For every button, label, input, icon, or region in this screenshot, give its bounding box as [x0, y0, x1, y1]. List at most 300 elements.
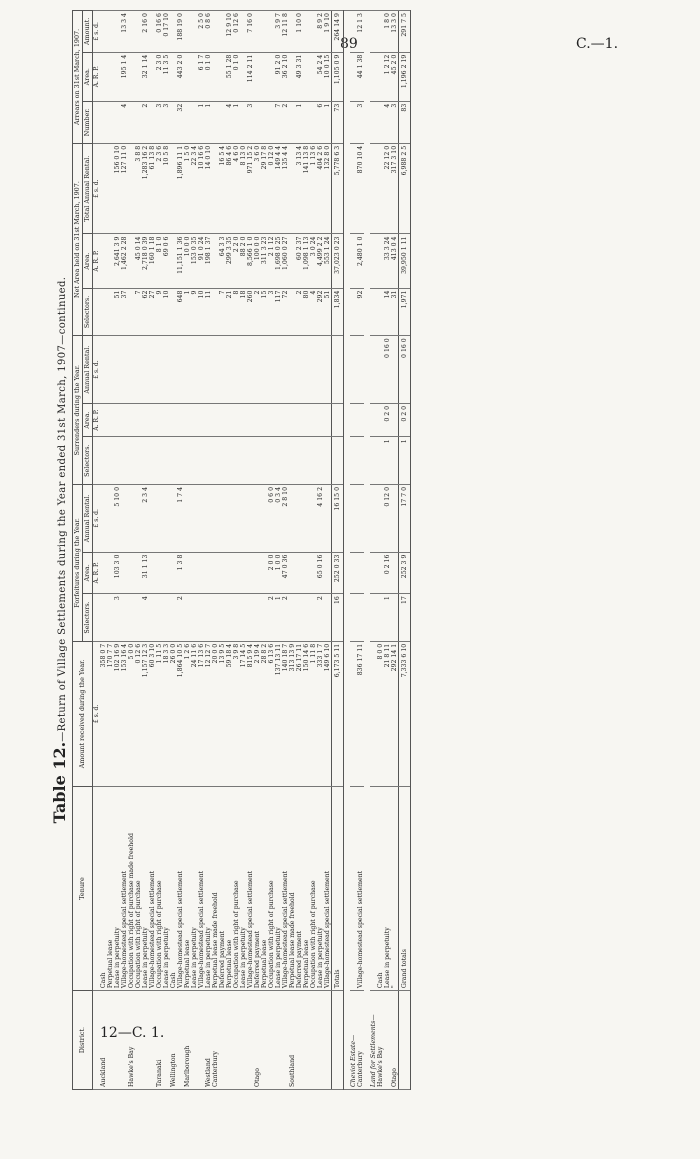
table-row	[247, 11, 254, 1090]
cell-ar-area	[219, 52, 226, 101]
cell-su-area	[310, 403, 317, 436]
cell-n-area	[100, 234, 107, 288]
cell-ff-area: 1 3 8	[177, 552, 184, 594]
cell-tenure: Village-homestead special settlement	[121, 786, 128, 990]
cell-amt: 170 7 7	[107, 641, 114, 786]
cell-ar-area	[268, 52, 275, 101]
cell-n-area: 39,950 1 11	[399, 234, 411, 288]
cell-ff-rent	[107, 484, 114, 552]
cell-su-sel: 1	[384, 437, 391, 485]
cell-	[357, 403, 364, 436]
cell-ar-area: 2 3 0	[156, 52, 163, 101]
cell-	[350, 437, 357, 485]
cell-su-rent	[247, 336, 254, 404]
cell-n-rent: 1 13 6	[310, 143, 317, 234]
cell-	[370, 552, 377, 594]
cell-ar-num	[310, 101, 317, 143]
cell-district: Hawke's Bay	[377, 991, 384, 1090]
cell-ff-sel	[296, 594, 303, 642]
cell-n-sel: 18	[240, 288, 247, 336]
cell-ff-rent	[205, 484, 212, 552]
cell-ff-rent	[303, 484, 310, 552]
cell-su-sel	[332, 437, 344, 485]
table-row	[156, 11, 163, 1090]
cell-su-sel	[296, 437, 303, 485]
cell-ff-rent	[163, 484, 170, 552]
table-row	[275, 11, 282, 1090]
cell-tenure: Village-homestead special settlement	[324, 786, 332, 990]
cell-ar-num: 7	[275, 101, 282, 143]
cell-ar-area	[254, 52, 261, 101]
table-row	[226, 11, 233, 1090]
cell-n-sel: 648	[177, 288, 184, 336]
cell-n-area: 553 1 24	[324, 234, 332, 288]
cell-su-sel	[177, 437, 184, 485]
cell-ff-area: 0 2 16	[384, 552, 391, 594]
cell-amt: 7,333 6 10	[399, 641, 411, 786]
cell-ff-area	[128, 552, 135, 594]
cell-tenure: Occupation with right of purchase	[233, 786, 240, 990]
cell-tenure: Cash	[170, 786, 177, 990]
cell-amt: 6,173 5 11	[332, 641, 344, 786]
cell-n-rent: 22 3 4	[191, 143, 198, 234]
cell-ar-amt: 0 12 6	[233, 11, 240, 53]
page-code: C.—1.	[576, 36, 619, 52]
cell-su-rent	[128, 336, 135, 404]
cell-tenure: Village-homestead special settlement	[177, 786, 184, 990]
cell-tenure: Lease in perpetuity	[163, 786, 170, 990]
cell-ar-area: 114 2 11	[247, 52, 254, 101]
cell-ar-area	[289, 52, 296, 101]
cell-n-area: 10 0 0	[184, 234, 191, 288]
cell-n-sel: 31	[391, 288, 399, 336]
cell-ff-sel	[247, 594, 254, 642]
cell-ar-amt: 12 11 8	[282, 11, 289, 53]
cell-	[357, 336, 364, 404]
cell-	[350, 11, 357, 53]
cell-n-rent: 16 5 4	[219, 143, 226, 234]
cell-ff-area	[226, 552, 233, 594]
cell-n-rent: 14 0 10	[205, 143, 212, 234]
cell-ar-area: 91 2 0	[275, 52, 282, 101]
cell-ff-sel	[107, 594, 114, 642]
cell-su-rent	[177, 336, 184, 404]
cell-n-sel: 7	[219, 288, 226, 336]
cell-amt: 1,864 10 5	[177, 641, 184, 786]
cell-amt: 8 0 0	[377, 641, 384, 786]
cell-ff-rent	[191, 484, 198, 552]
totals-row	[332, 11, 344, 1090]
cell-ar-num: 32	[177, 101, 184, 143]
cell-tenure: Deferred payment	[219, 786, 226, 990]
table-row	[212, 11, 219, 1090]
cell-su-sel	[233, 437, 240, 485]
cell-n-rent: 6,988 2 5	[399, 143, 411, 234]
table-row	[170, 11, 177, 1090]
cell-district	[163, 991, 170, 1090]
cell-district	[324, 991, 332, 1090]
cell-su-area	[391, 403, 399, 436]
cell-	[370, 641, 377, 786]
cell-ff-area	[149, 552, 156, 594]
lfs-row	[377, 11, 384, 1090]
cell-amt: 12 12 7	[205, 641, 212, 786]
cell-n-sel: 9	[191, 288, 198, 336]
cell-ff-rent: 0 6 0	[268, 484, 275, 552]
cell-tenure: Perpetual lease	[261, 786, 268, 990]
cell-tenure: Perpetual lease	[184, 786, 191, 990]
cell-ar-amt: 1 10 0	[296, 11, 303, 53]
cell-su-area	[240, 403, 247, 436]
cell-	[370, 288, 377, 336]
cell-n-sel: 10	[163, 288, 170, 336]
cell-ff-sel	[191, 594, 198, 642]
unit-area: A. R. P.	[93, 52, 101, 101]
col-net-area: Net Area held on 31st March, 1907.	[73, 143, 83, 335]
cell-ar-area	[310, 52, 317, 101]
cell-su-rent	[254, 336, 261, 404]
cell-n-sel: 4	[310, 288, 317, 336]
table-row	[296, 11, 303, 1090]
cell-ff-sel	[324, 594, 332, 642]
cell-n-rent: 317 3 10	[391, 143, 399, 234]
cell-ar-amt	[191, 11, 198, 53]
cell-n-area: 4,499 2 2	[317, 234, 324, 288]
cell-	[350, 234, 357, 288]
cell-ff-rent: 5 10 0	[114, 484, 121, 552]
cell-su-area	[268, 403, 275, 436]
cell-n-sel	[128, 288, 135, 336]
cell-tenure: Deferred payment	[296, 786, 303, 990]
cell-ff-sel	[121, 594, 128, 642]
cell-ar-num	[289, 101, 296, 143]
cell-n-area: 91 0 24	[198, 234, 205, 288]
cell-amt: 3 9 8	[233, 641, 240, 786]
cell-amt: 60 3 10	[149, 641, 156, 786]
cell-su-rent	[261, 336, 268, 404]
cell-	[332, 991, 344, 1090]
cell-su-sel	[114, 437, 121, 485]
table-row	[282, 11, 289, 1090]
cell-	[350, 552, 357, 594]
cell-su-sel	[163, 437, 170, 485]
cell-n-rent	[170, 143, 177, 234]
cell-su-sel	[212, 437, 219, 485]
cell-ar-amt	[100, 11, 107, 53]
cell-ar-num	[212, 101, 219, 143]
cell-su-sel	[303, 437, 310, 485]
cell-ff-area	[247, 552, 254, 594]
cell-district	[149, 991, 156, 1090]
cell-ar-amt	[240, 11, 247, 53]
cell-ar-amt	[219, 11, 226, 53]
cell-ff-sel	[135, 594, 142, 642]
cell-tenure: Lease in perpetuity	[205, 786, 212, 990]
cell-su-rent: 0 16 0	[399, 336, 411, 404]
sub-selectors: Selectors.	[83, 288, 93, 336]
cell-ar-amt	[377, 11, 384, 53]
cell-tenure: Occupation with right of purchase	[268, 786, 275, 990]
cell-su-rent	[212, 336, 219, 404]
cell-ar-amt: 13 3 4	[121, 11, 128, 53]
table-row	[303, 11, 310, 1090]
cell-su-rent	[191, 336, 198, 404]
cell-ar-area: 443 2 0	[177, 52, 184, 101]
cell-ff-sel	[289, 594, 296, 642]
cell-su-sel	[226, 437, 233, 485]
cell-su-area: 0 2 0	[399, 403, 411, 436]
unit-money: £ s. d.	[93, 336, 101, 404]
cell-ar-amt: 0 8 6	[205, 11, 212, 53]
cell-su-area	[149, 403, 156, 436]
cell-ar-amt: 1 8 0	[384, 11, 391, 53]
cell-ff-sel	[100, 594, 107, 642]
cell-amt: 815 9 4	[247, 641, 254, 786]
cell-n-sel: 117	[275, 288, 282, 336]
cell-tenure: Occupation with right of purchase made freehold	[128, 786, 135, 990]
cell-ff-sel	[310, 594, 317, 642]
cell-amt: 150 14 6	[303, 641, 310, 786]
cell-amt: 140 18 7	[282, 641, 289, 786]
unit-area: A. R. P.	[93, 403, 101, 436]
cell-ff-rent: 17 7 0	[399, 484, 411, 552]
cell-amt: 1,157 12 3	[142, 641, 149, 786]
cell-n-rent: 156 0 10	[114, 143, 121, 234]
cell-ar-num	[268, 101, 275, 143]
cell-ff-rent	[289, 484, 296, 552]
cell-ff-rent	[219, 484, 226, 552]
cell-ar-num	[303, 101, 310, 143]
cell-ar-amt: 264 14 9	[332, 11, 344, 53]
cell-n-sel: 80	[303, 288, 310, 336]
cell-su-sel	[149, 437, 156, 485]
cell-ar-amt	[268, 11, 275, 53]
cell-n-sel	[212, 288, 219, 336]
cell-ff-sel	[303, 594, 310, 642]
cell-n-rent: 971 15 2	[247, 143, 254, 234]
cell-n-rent	[289, 143, 296, 234]
cell-su-area	[317, 403, 324, 436]
cell-n-sel	[377, 288, 384, 336]
cell-n-rent: 22 12 0	[384, 143, 391, 234]
cell-ar-num: 2	[282, 101, 289, 143]
unit-money: £ s. d.	[93, 11, 101, 53]
cell-n-area: 1,098 1 13	[303, 234, 310, 288]
cell-ff-rent: 16 15 0	[332, 484, 344, 552]
cell-ff-area	[100, 552, 107, 594]
cell-ar-area: 54 2 4	[317, 52, 324, 101]
cell-su-area	[254, 403, 261, 436]
cell-su-sel	[128, 437, 135, 485]
cell-n-sel: 51	[114, 288, 121, 336]
table-row	[177, 11, 184, 1090]
cell-n-rent: 1 5 0	[184, 143, 191, 234]
cell-tenure: Perpetual lease	[107, 786, 114, 990]
cell-su-sel	[289, 437, 296, 485]
cell-ar-amt: 3 9 7	[275, 11, 282, 53]
cell-district1: Cheviot Estate—	[350, 991, 357, 1090]
cell-su-rent	[163, 336, 170, 404]
cell-ff-sel: 2	[268, 594, 275, 642]
cell-district	[275, 991, 282, 1090]
cell-ar-amt: 0 16 6	[156, 11, 163, 53]
cell-district	[198, 991, 205, 1090]
cell-tenure: Cash	[100, 786, 107, 990]
cell-ff-area	[219, 552, 226, 594]
cell-su-sel	[275, 437, 282, 485]
cell-ar-amt	[212, 11, 219, 53]
cell-ff-rent	[247, 484, 254, 552]
table-row	[261, 11, 268, 1090]
col-forfeitures: Forfeitures during the Year.	[73, 484, 83, 641]
cell-n-sel: 15	[261, 288, 268, 336]
cell-su-sel	[156, 437, 163, 485]
cell-ar-amt	[135, 11, 142, 53]
cell-ar-area: 10 0 15	[324, 52, 332, 101]
table-row	[268, 11, 275, 1090]
cell-ff-rent	[198, 484, 205, 552]
cell-ar-amt	[184, 11, 191, 53]
cell-ff-rent	[296, 484, 303, 552]
cell-n-area	[212, 234, 219, 288]
cell-su-rent	[205, 336, 212, 404]
cell-ff-area	[121, 552, 128, 594]
cell-ar-num: 83	[399, 101, 411, 143]
cell-su-rent	[149, 336, 156, 404]
cell-ar-area	[184, 52, 191, 101]
cell-n-sel: 2	[254, 288, 261, 336]
cell-district	[384, 991, 391, 1090]
cell-n-rent	[100, 143, 107, 234]
cell-su-area	[377, 403, 384, 436]
cell-	[350, 403, 357, 436]
cell-ar-amt	[114, 11, 121, 53]
cell-ar-area: 195 1 4	[121, 52, 128, 101]
cell-n-area: 3 0 24	[310, 234, 317, 288]
cell-su-rent	[170, 336, 177, 404]
cell-ff-sel: 2	[177, 594, 184, 642]
cell-ff-area	[391, 552, 399, 594]
cell-n-area: 1,462 2 28	[121, 234, 128, 288]
cell-n-area: 153 0 35	[191, 234, 198, 288]
cell-ar-area	[377, 52, 384, 101]
cell-su-rent	[275, 336, 282, 404]
cell-ar-num: 1	[324, 101, 332, 143]
cell-n-rent: 404 2 6	[317, 143, 324, 234]
cell-ff-sel: 2	[282, 594, 289, 642]
cell-ff-rent	[170, 484, 177, 552]
cell-ff-area	[107, 552, 114, 594]
cell-su-area	[296, 403, 303, 436]
cell-amt: 26 0 0	[170, 641, 177, 786]
cell-ff-rent	[121, 484, 128, 552]
table-row	[191, 11, 198, 1090]
cell-amt: 18 3 3	[163, 641, 170, 786]
cell-	[370, 594, 377, 642]
cell-su-area	[212, 403, 219, 436]
units-row	[93, 11, 101, 1090]
cell-ff-rent: 0 12 0	[384, 484, 391, 552]
cell-ff-sel	[240, 594, 247, 642]
cell-su-rent	[135, 336, 142, 404]
sub-number: Number.	[83, 101, 93, 143]
cell-n-area: 311 3 23	[261, 234, 268, 288]
cell-	[370, 484, 377, 552]
cell-n-sel: 92	[357, 288, 364, 336]
cell-ff-rent	[212, 484, 219, 552]
cell-amt: 836 17 11	[357, 641, 364, 786]
col-arrears: Arrears on 31st March, 1907.	[73, 11, 83, 144]
cell-su-sel	[324, 437, 332, 485]
cell-su-area	[233, 403, 240, 436]
cell-ff-rent: 1 7 4	[177, 484, 184, 552]
cell-n-rent	[128, 143, 135, 234]
cell-amt: 17 13 6	[198, 641, 205, 786]
cell-n-rent: 4 6 0	[233, 143, 240, 234]
cell-ff-area	[377, 552, 384, 594]
cell-district	[219, 991, 226, 1090]
sub-annual-rental: Annual Rental.	[83, 484, 93, 552]
cell-n-rent: 86 4 6	[226, 143, 233, 234]
cell-n-sel: 11	[205, 288, 212, 336]
cell-ff-area	[310, 552, 317, 594]
cell-ar-area: 11 3 5	[163, 52, 170, 101]
cell-	[350, 143, 357, 234]
cell-su-area	[170, 403, 177, 436]
table-row	[198, 11, 205, 1090]
cell-amt: 21 8 11	[384, 641, 391, 786]
cell-su-sel	[100, 437, 107, 485]
cell-n-sel: 14	[384, 288, 391, 336]
cell-label: Land for Settlements—	[370, 991, 377, 1090]
cell-	[370, 52, 377, 101]
cell-n-area: 198 1 37	[205, 234, 212, 288]
cell-ar-num: 4	[226, 101, 233, 143]
cell-district: Canterbury	[212, 991, 219, 1090]
cell-ar-amt: 2 16 0	[142, 11, 149, 53]
cell-n-area: 2,641 3 9	[114, 234, 121, 288]
cell-n-sel: 27	[149, 288, 156, 336]
cell-su-area	[247, 403, 254, 436]
cell-ff-rent	[233, 484, 240, 552]
cell-ff-sel	[233, 594, 240, 642]
cell-district	[296, 991, 303, 1090]
cell-su-rent	[233, 336, 240, 404]
cell-district: Otago	[391, 991, 399, 1090]
cell-su-area	[177, 403, 184, 436]
cell-su-area	[128, 403, 135, 436]
cell-su-area	[114, 403, 121, 436]
sub-annual-rental: Annual Rental.	[83, 336, 93, 404]
cell-amt: 0 12 6	[135, 641, 142, 786]
cell-tenure: Village-homestead special settlement	[149, 786, 156, 990]
cell-ar-num	[107, 101, 114, 143]
unit-area: A. R. P.	[93, 234, 101, 288]
sub-selectors: Selectors.	[83, 437, 93, 485]
cell-ff-area: 31 1 13	[142, 552, 149, 594]
cell-su-sel	[170, 437, 177, 485]
cell-ff-sel: 16	[332, 594, 344, 642]
cell-n-sel: 1,834	[332, 288, 344, 336]
cell-ar-area	[114, 52, 121, 101]
cell-ff-area	[240, 552, 247, 594]
table-row	[114, 11, 121, 1090]
cell-district: Hawke's Bay	[128, 991, 135, 1090]
cell-n-sel: 260	[247, 288, 254, 336]
cell-	[399, 991, 411, 1090]
cell-	[370, 143, 377, 234]
cell-n-rent: 0 12 0	[268, 143, 275, 234]
